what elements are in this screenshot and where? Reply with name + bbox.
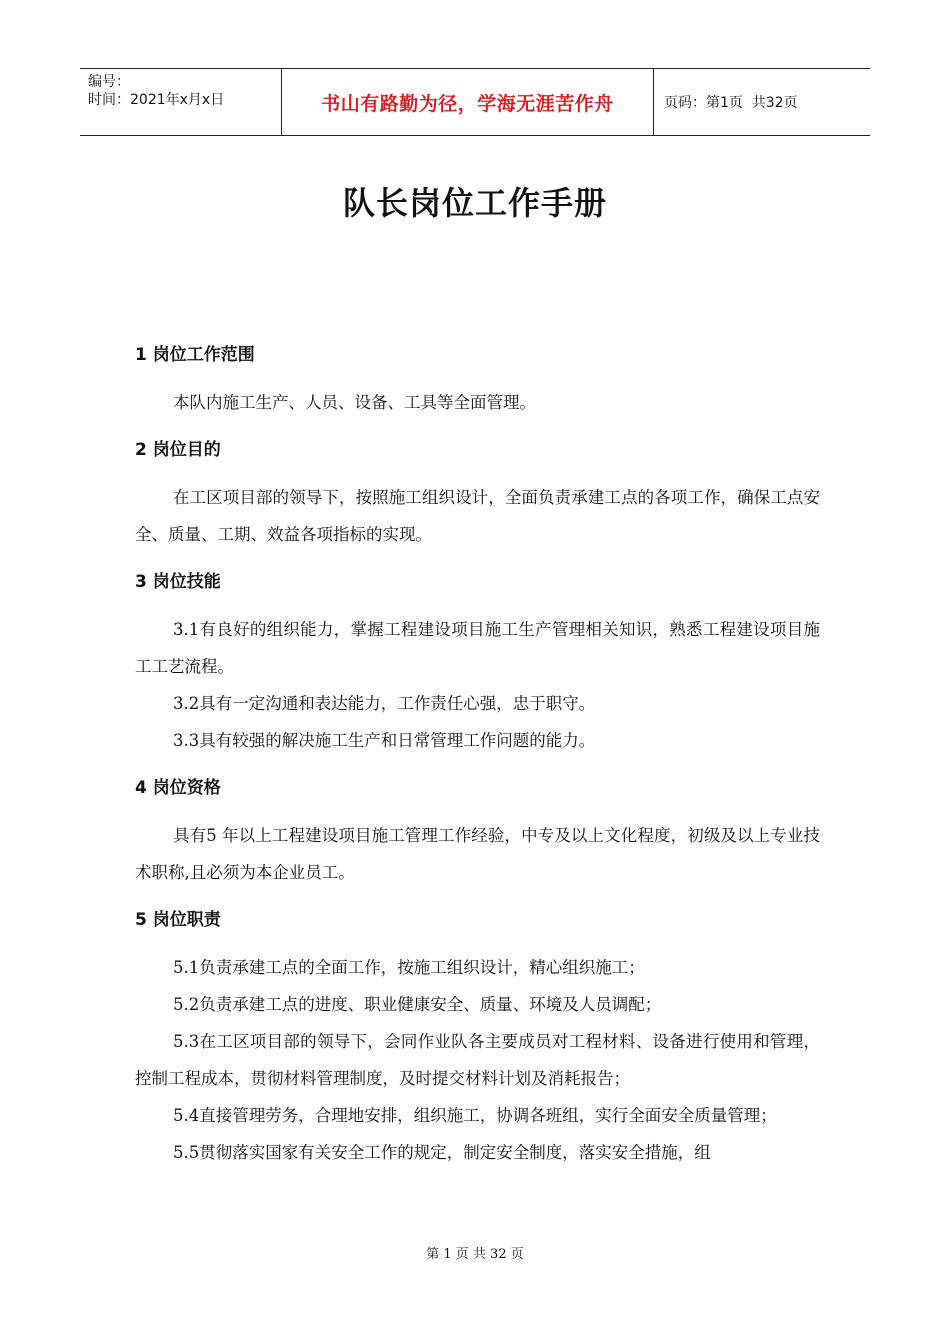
header-motto-cell [282, 69, 654, 135]
section-skills [135, 567, 820, 759]
section-heading: 1 岗位工作范围 [135, 345, 255, 365]
paragraph: 3.1有良好的组织能力，掌握工程建设项目施工生产管理相关知识，熟悉工程建设项目施工工艺流程。 [135, 620, 820, 676]
header-page-info: 页码：第1页 共32页 [664, 95, 798, 111]
header-table [80, 68, 870, 136]
document-number-label: 编号： [88, 74, 130, 90]
header-page-cell [654, 69, 870, 135]
section-purpose [135, 435, 820, 553]
section-duties [135, 905, 820, 1171]
paragraph: 本队内施工生产、人员、设备、工具等全面管理。 [173, 393, 536, 412]
paragraph: 5.4直接管理劳务，合理地安排，组织施工，协调各班组，实行全面安全质量管理； [173, 1106, 777, 1125]
section-heading: 2 岗位目的 [135, 440, 221, 460]
paragraph: 3.2具有一定沟通和表达能力，工作责任心强，忠于职守。 [173, 694, 596, 713]
section-qualifications [135, 773, 820, 891]
section-heading: 4 岗位资格 [135, 778, 221, 798]
section-heading: 3 岗位技能 [135, 572, 221, 592]
document-title: 队长岗位工作手册 [342, 184, 607, 222]
paragraph: 在工区项目部的领导下，按照施工组织设计，全面负责承建工点的各项工作，确保工点安全、质量、工期、效益各项指标的实现。 [135, 488, 820, 544]
header-motto: 书山有路勤为径，学海无涯苦作舟 [321, 92, 614, 115]
section-scope [135, 340, 820, 421]
paragraph: 5.2负责承建工点的进度、职业健康安全、质量、环境及人员调配； [173, 995, 662, 1014]
paragraph: 具有5 年以上工程建设项目施工管理工作经验，中专及以上文化程度，初级及以上专业技术职称,且必须为本企业员工。 [135, 826, 820, 882]
page-footer: 第 1 页 共 32 页 [426, 1247, 524, 1262]
paragraph: 3.3具有较强的解决施工生产和日常管理工作问题的能力。 [173, 731, 596, 750]
paragraph: 5.5贯彻落实国家有关安全工作的规定，制定安全制度，落实安全措施，组 [173, 1143, 711, 1162]
section-heading: 5 岗位职责 [135, 910, 221, 930]
document-date-label: 时间：2021年x月x日 [88, 92, 225, 108]
header-meta-cell [80, 69, 282, 135]
paragraph: 5.3在工区项目部的领导下，会同作业队各主要成员对工程材料、设备进行使用和管理，控制工程成本，贯彻材料管理制度，及时提交材料计划及消耗报告； [135, 1032, 820, 1088]
paragraph: 5.1负责承建工点的全面工作，按施工组织设计，精心组织施工； [173, 958, 645, 977]
document-body [135, 340, 820, 1171]
